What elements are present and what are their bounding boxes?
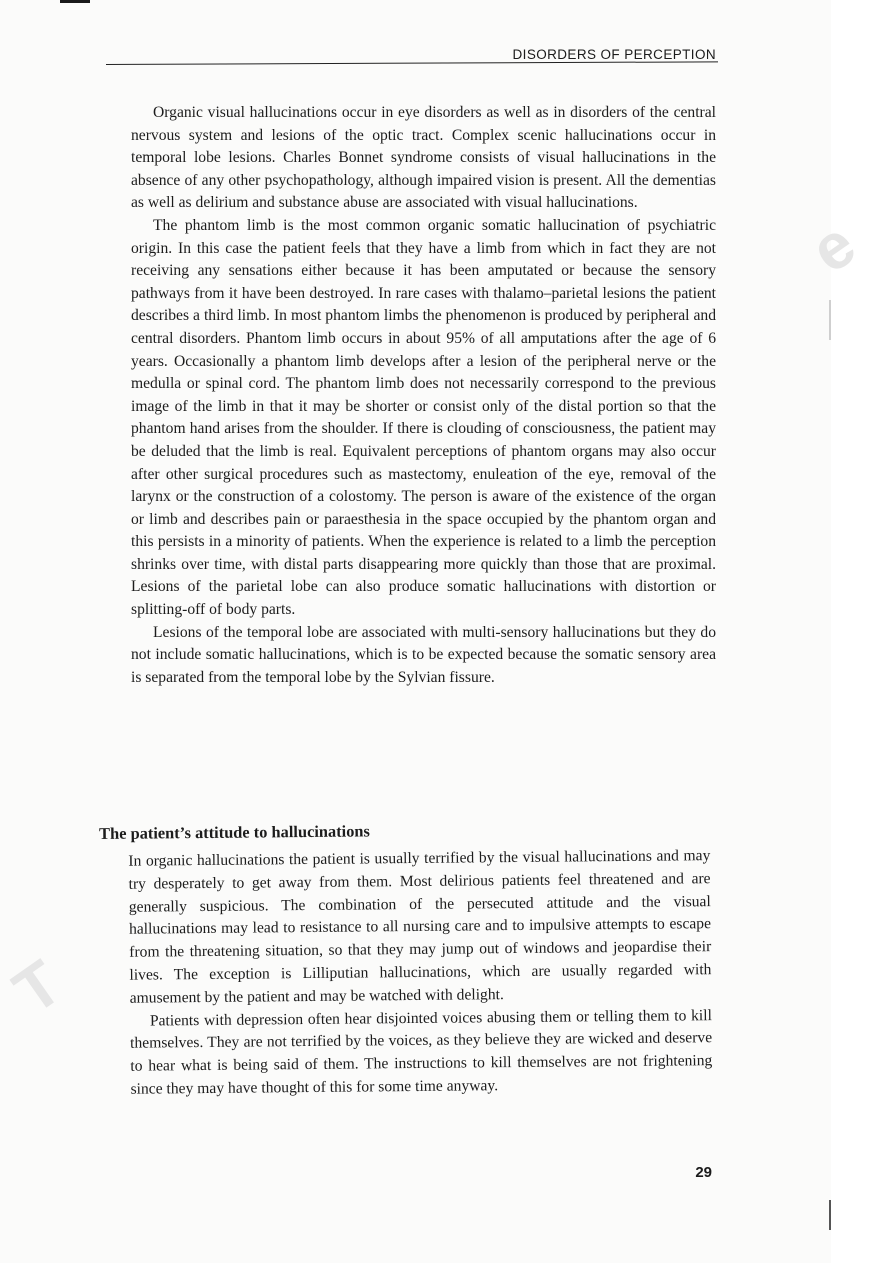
paragraph: Lesions of the temporal lobe are associated with multi-sensory hallucinations but they do not include somatic hallucinations, which is to be expected because the somatic sensory area is separated from the temporal lobe by the Sylvian fissure. [131,623,716,686]
section-body [128,845,712,1101]
paragraph: The phantom limb is the most common organic somatic hallucination of psychiatric origin. In this case the patient feels that they have a limb from which in fact they are not receiving any sensations either because it has been amputated or because the sensory pathways from it have been destroyed. In rare cases with thalamo–parietal lesions the patient describes a third limb. In most phantom limbs the phenomenon is produced by peripheral and central disorders. Phantom limb occurs in about 95% of all amputations after the age of 6 years. Occasionally a phantom limb develops after a lesion of the peripheral nerve or the medulla or spinal cord. The phantom limb does not necessarily correspond to the previous image of the limb in that it may be shorter or consist only of the distal portion so that the phantom hand arises from the shoulder. If there is clouding of consciousness, the patient may be deluded that the limb is real. Equivalent perceptions of phantom organs may also occur after other surgical procedures such as mastectomy, enuleation of the eye, removal of the larynx or the construction of a colostomy. The person is aware of the existence of the organ or limb and describes pain or paraesthesia in the space occupied by the phantom organ and this persists in a minority of patients. When the experience is related to a limb the perception shrinks over time, with distal parts disappearing more quickly than those that are proximal. Lesions of the parietal lobe can also produce somatic hallucinations with distortion or splitting-off of body parts. [131,216,716,619]
paragraph: Patients with depression often hear disjointed voices abusing them or telling them to kill themselves. They are not terrified by the voices, as they believe they are wicked and deserve to hear what is being said of them. The instructions to kill themselves are not frightening since they may have thought of this for some time anyway. [130,1006,713,1098]
section-heading: The patient’s attitude to hallucinations [99,821,370,843]
body-text [131,102,716,689]
scan-edge-mark [60,0,90,3]
scan-artifact-line [829,300,831,340]
scan-artifact-line [829,1200,831,1230]
watermark-left: T [0,946,75,1028]
paragraph: In organic hallucinations the patient is usually terrified by the visual hallucinations and may try desperately to get away from them. Most delirious patients feel threatened and are generally suspicious. The combination of the persecuted attitude and the visual hallucinations may lead to resistance to all nursing care and to impulsive attempts to escape from the threatening situation, so that they may jump out of windows and jeopardise their lives. The exception is Lilliputian hallucinations, which are usually regarded with amusement by the patient and may be watched with delight. [128,847,712,1007]
section [99,817,716,1102]
header-rule [106,61,718,65]
running-head: DISORDERS OF PERCEPTION [512,47,716,62]
page-margin-right [831,0,893,1263]
page-number: 29 [695,1164,712,1181]
paragraph: Organic visual hallucinations occur in eye disorders as well as in disorders of the central nervous system and lesions of the optic tract. Complex scenic hallucinations occur in temporal lobe lesions. Charles Bonnet syndrome consists of visual hallucinations in the absence of any other psychopathology, although impaired vision is present. All the dementias as well as delirium and substance abuse are associated with visual hallucinations. [131,104,716,212]
watermark-right: e [797,207,869,287]
